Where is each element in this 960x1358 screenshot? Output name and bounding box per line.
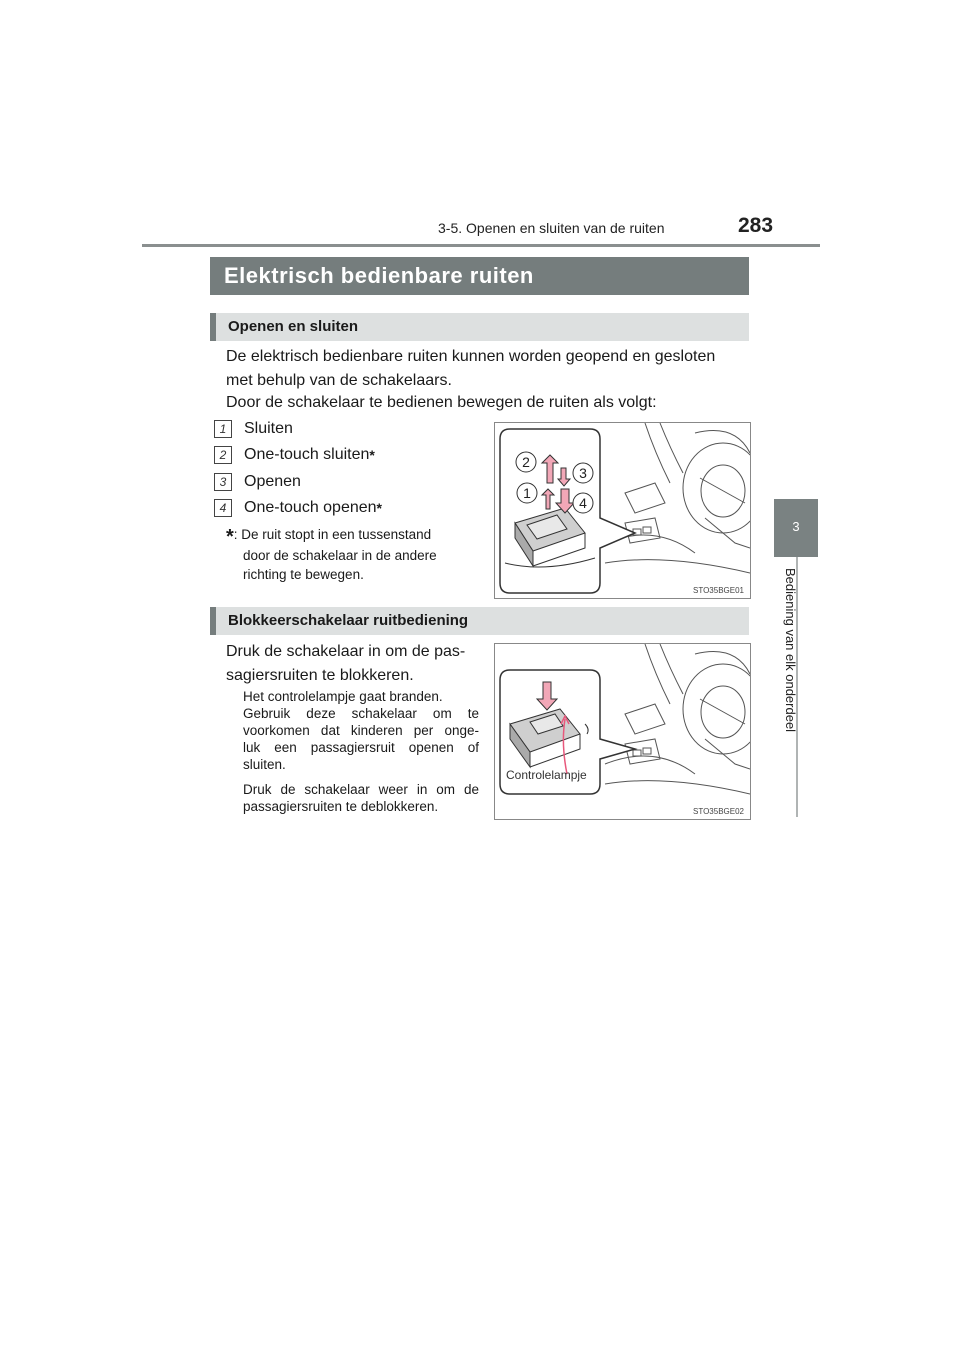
main-title: Elektrisch bedienbare ruiten [210,257,749,295]
note-line: passagiersruiten te deblokkeren. [243,799,439,814]
asterisk-mark: * [369,447,375,463]
list-item-label: Openen [244,473,301,490]
label-1: 1 [523,485,531,501]
page-number: 283 [738,214,774,237]
number-badge: 2 [214,446,232,464]
header-section-title: 3-5. Openen en sluiten van de ruiten [438,220,665,236]
header-rule [142,244,820,247]
intro-line-1: De elektrisch bedienbare ruiten kunnen worden geopend en gesloten [226,348,716,365]
section-heading-lock-switch: Blokkeerschakelaar ruitbediening [210,607,749,635]
note-line: Gebruik deze schakelaar om te [243,706,479,721]
note-line: luk een passagiersruit openen of [243,740,479,755]
figure-code: STO35BGE01 [693,586,744,595]
footnote-text: : De ruit stopt in een tussenstand [233,527,432,542]
window-switch-figure [494,422,751,599]
intro-line-2: met behulp van de schakelaars. [226,372,452,389]
number-badge: 1 [214,420,232,438]
footnote-line-3: richting te bewegen. [243,567,364,582]
section-heading-open-close: Openen en sluiten [210,313,749,341]
lock-switch-illustration [495,644,750,819]
note-line: sluiten. [243,757,286,772]
footnote-line-1 [226,526,431,546]
list-item [214,471,301,493]
lock-switch-figure [494,643,751,820]
lock-text-line-2: sagiersruiten te blokkeren. [226,667,414,684]
note-line: Het controlelampje gaat branden. [243,689,443,704]
label-2: 2 [522,454,530,470]
number-badge: 3 [214,473,232,491]
note-line: Druk de schakelaar weer in om de [243,782,479,797]
number-badge: 4 [214,499,232,517]
footnote-asterisk: * [226,526,234,548]
label-3: 3 [579,465,587,481]
intro-line-3: Door de schakelaar te bedienen bewegen de ruiten als volgt: [226,394,657,411]
list-item-label: One-touch openen [244,499,377,516]
list-item [214,418,293,440]
footnote-line-2: door de schakelaar in de andere [243,548,437,563]
list-item [214,444,375,466]
chapter-label: Bediening van elk onderdeel [783,568,798,733]
asterisk-mark: * [376,500,382,516]
list-item-label: One-touch sluiten [244,446,370,463]
chapter-number: 3 [792,519,800,534]
figure-code: STO35BGE02 [693,807,744,816]
lock-text-line-1: Druk de schakelaar in om de pas- [226,643,466,660]
note-line: voorkomen dat kinderen per onge- [243,723,479,738]
list-item [214,497,382,519]
indicator-label: Controlelampje [506,768,587,782]
label-4: 4 [579,495,587,511]
list-item-label: Sluiten [244,420,293,437]
window-switch-illustration [495,423,750,598]
